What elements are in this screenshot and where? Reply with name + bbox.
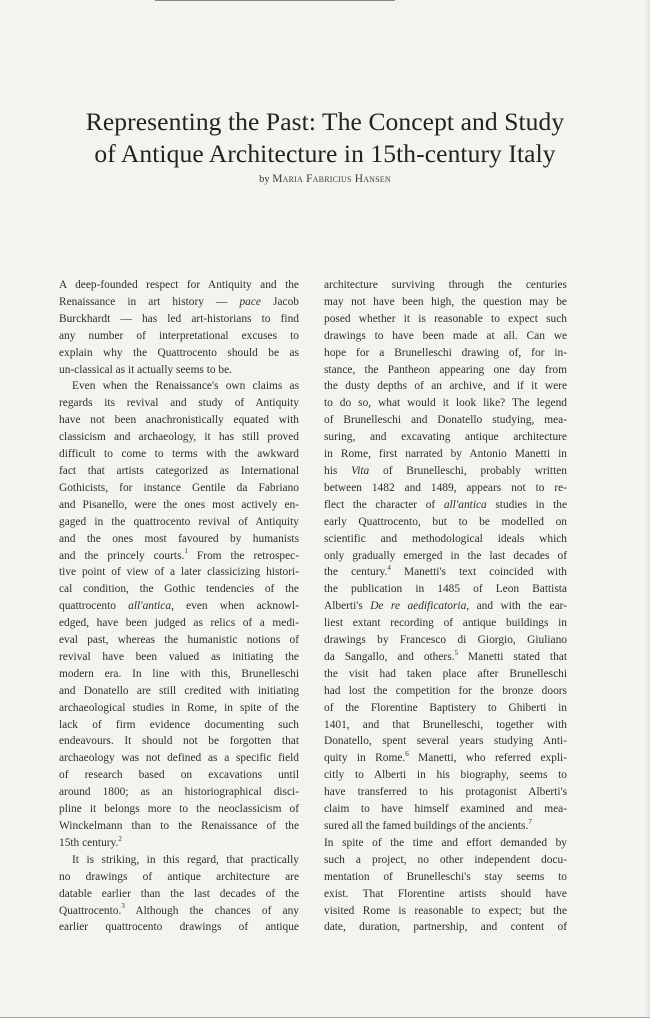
title-line-1: Representing the Past: The Concept and Study [85,107,565,136]
text-segment: Quattrocento. [59,904,122,917]
footnote-ref[interactable]: 1 [184,547,188,556]
text-segment: da Sangallo, and others. [324,650,455,663]
text-segment: his [324,464,338,477]
text-line: gaged in the quattrocento revival of Antiquity [59,515,299,528]
text-line: Gothicists, for instance Gentile da Fabriano [59,481,299,494]
text-line [324,649,567,666]
text-line [59,835,299,852]
text-segment: 15th century. [59,836,119,849]
text-line [324,750,567,767]
text-line [324,497,567,514]
text-line: drawings to have been made at all. Can we [324,329,567,342]
text-line: archaeological studies in Rome, in spite of the [59,701,299,714]
text-segment: flect the character of [324,498,436,511]
text-line: the visit had taken place after Brunelleschi [324,667,567,680]
text-line: classicism and archaeology, it has still proved [59,431,299,444]
text-line: have transferred to his protagonist Alberti's [324,786,567,799]
text-segment: quattrocento [59,600,116,613]
text-line: mentation of Brunelleschi's stay seems to [324,870,567,883]
text-line: Burckhardt — has led art-historians to find [59,312,299,325]
text-segment: Manetti stated that [458,650,568,663]
text-line: in Rome, first narrated by Antonio Manetti in [324,448,567,461]
text-line: of research based on excavations until [59,769,299,782]
text-line: explain why the Quattrocento should be as [59,346,299,359]
text-line: date, duration, partnership, and content of [324,921,567,934]
text-line: between 1482 and 1489, appears not to re- [324,481,567,494]
text-segment: Manetti, who referred expli- [408,752,568,765]
text-line [59,548,299,565]
text-segment: Alberti's [324,600,363,613]
text-segment: sured all the famed buildings of the ancients. [324,820,529,832]
footnote-ref[interactable]: 5 [454,648,459,657]
title-line-2: of Antique Architecture in 15th-century Italy [94,139,556,168]
text-line: edged, have been judged as relics of a medi- [59,617,299,630]
text-segment: the century. [324,566,388,579]
text-line: exist. That Florentine artists should have [324,887,567,900]
text-line: suring, and excavating antique architecture [324,431,567,444]
text-line: fact that artists categorized as International [59,464,299,477]
text-line: claim to have himself examined and mea- [324,803,567,816]
text-line: early Quattrocento, but to be modelled on [324,515,567,528]
text-line: and the ones most favoured by humanists [59,532,299,545]
italic-title: De re aedificatoria [370,600,467,613]
footnote-ref[interactable]: 3 [121,902,125,911]
page-edge-shadow [644,0,650,1018]
text-line: visited Rome is reasonable to expect; but the [324,904,567,917]
text-line: endeavours. It should not be forgotten that [59,735,299,748]
byline [0,173,650,185]
text-line: have not been anachronistically equated with [59,414,299,427]
text-line: to do so, what would it look like? The legend [324,397,567,410]
text-line [324,463,567,480]
text-line: pline it belongs more to the neoclassicism of [59,803,299,816]
text-segment: and the princely courts. [59,549,185,562]
body-column-right [324,277,567,936]
text-line: difficult to come to terms with the awkward [59,448,299,461]
text-line: citly to Alberti in his biography, seems to [324,769,567,782]
text-line: architecture surviving through the centuries [324,279,567,291]
text-line: scientific and methodological ideals which [324,532,567,545]
text-line: and Donatello are still credited with initiating [59,684,299,697]
text-line: of Brunelleschi and Donatello studying, mea- [324,414,567,427]
author-name: Maria Fabricius Hansen [272,173,391,185]
text-segment: , even when acknowl- [171,600,299,613]
body-column-left [59,277,299,936]
text-line [324,818,567,835]
text-segment: Manetti's text coincided with [390,566,567,579]
text-line: had lost the competition for the bronze doors [324,684,567,697]
italic-term: pace [239,295,261,308]
text-segment: From the retrospec- [187,549,299,562]
text-line: of the Florentine Baptistery to Ghiberti in [324,701,567,714]
text-line: drawings by Francesco di Giorgio, Giuliano [324,634,567,647]
text-segment: quity in Rome. [324,752,406,765]
text-line: earlier quattrocento drawings of antique [59,921,299,934]
italic-title: Vita [351,464,370,477]
text-line: datable earlier than the last decades of the [59,887,299,900]
text-line: only gradually emerged in the last decades of [324,549,567,562]
text-line [59,294,299,311]
text-line: the publication in 1485 of Leon Battista [324,583,567,596]
text-line: liest extant recording of antique buildings in [324,617,567,630]
article-title [30,106,620,170]
text-line: eval past, whereas the humanistic notions of [59,634,299,647]
footnote-ref[interactable]: 6 [405,750,409,759]
text-segment: studies in the [486,498,567,511]
byline-prefix: by [259,174,270,185]
text-line: around 1800; as an historiographical disci- [59,786,299,799]
text-line: any number of interpretational excuses to [59,329,299,342]
text-line: posed whether it is reasonable to expect such [324,312,567,325]
text-line: no drawings of antique architecture are [59,870,299,883]
text-line [59,598,299,615]
text-line: 1401, and that Brunelleschi, together with [324,718,567,731]
text-line: Even when the Renaissance's own claims as [72,380,299,393]
text-line: lack of firm evidence documenting such [59,718,299,731]
italic-term: all'antica [443,498,487,511]
footnote-ref[interactable]: 7 [528,817,532,826]
text-segment: of Brunelleschi, probably written [369,464,567,477]
text-segment: , and with the ear- [466,600,568,613]
footnote-ref[interactable]: 4 [387,564,391,573]
text-line: such a project, no other independent docu- [324,853,567,866]
text-line: archaeology was not defined as a specific field [59,752,299,765]
text-line [324,598,567,615]
text-line: Donatello, spent several years studying Anti- [324,735,567,748]
text-line: tive point of view of a later classicizing histori- [59,566,299,579]
text-line: un-classical as it actually seems to be. [59,363,233,376]
text-line: and Pisanello, were the ones most actively en- [59,498,299,511]
italic-term: all'antica [128,600,172,613]
text-segment: Although the chances of any [124,904,299,917]
text-line: In spite of the time and effort demanded by [324,836,567,849]
text-line [324,564,567,581]
text-line: It is striking, in this regard, that practically [72,853,299,866]
text-line: Winckelmann than to the Renaissance of the [59,820,299,832]
text-line: stance, the Pantheon appearing one day from [324,363,567,376]
text-line: revival have been valued as initiating the [59,650,299,663]
text-line: hope for a Brunelleschi drawing of, for in- [324,346,567,359]
text-line: may not have been high, the question may be [324,295,567,308]
text-line: modern era. In line with this, Brunelleschi [59,667,299,680]
footnote-ref[interactable]: 2 [118,834,122,843]
text-line [59,903,299,920]
text-line: A deep-founded respect for Antiquity and the [59,279,299,291]
text-line: regards its revival and study of Antiquity [59,397,299,410]
top-rule [155,0,395,1]
text-line: the dusty depths of an archive, and if it were [324,380,567,393]
text-line: cal condition, the Gothic tendencies of the [59,583,299,596]
text-segment: Renaissance in art history — pace Jacob [59,295,299,308]
